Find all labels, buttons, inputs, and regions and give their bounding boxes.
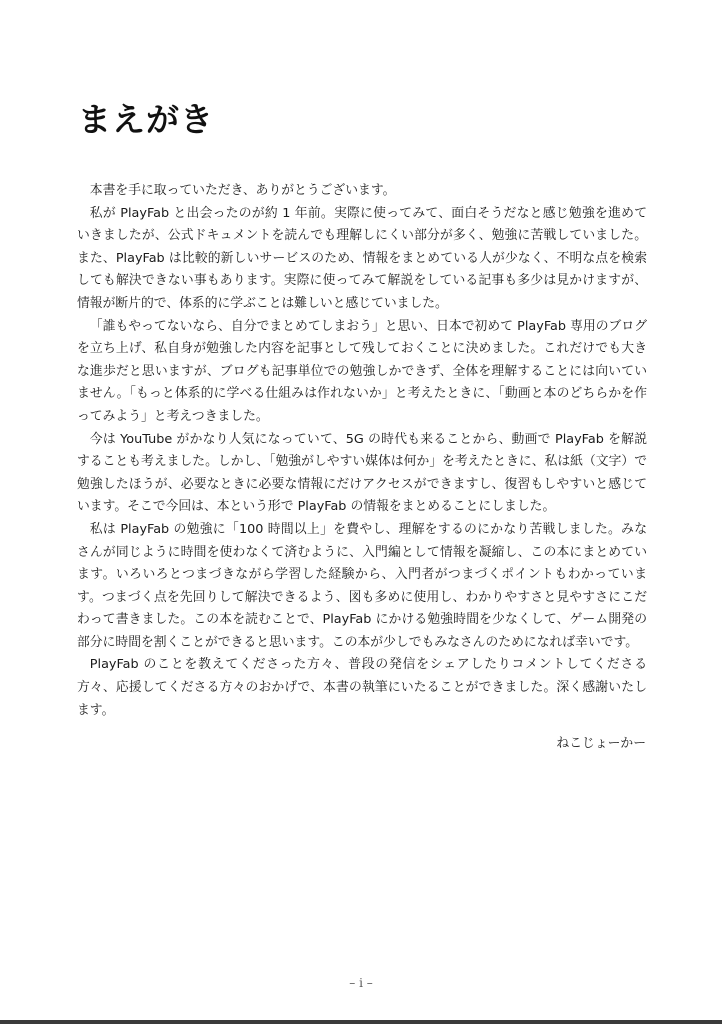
page-title: まえがき <box>78 100 214 139</box>
paragraph: 私は PlayFab の勉強に「100 時間以上」を費やし、理解をするのにかなり苦戦しました。みなさんが同じように時間を使わなくて済むように、入門編として情報を凝縮し、この本にまとめています。いろいろとつまづきながら学習した経験から、入門者がつまづくポイントもわかっています。つまづく点を先回りして解決できるよう、図も多めに使用し、わかりやすさと見やすさにこだわって書きました。この本を読むことで、PlayFab にかける勉強時間を少なくして、ゲーム開発の部分に時間を割くことができると思います。この本が少しでもみなさんのためになれば幸いです。 <box>77 521 647 650</box>
paragraph: 今は YouTube がかなり人気になっていて、5G の時代も来ることから、動画で PlayFab を解説することも考えました。しかし、「勉強がしやすい媒体は何か」を考えたときに、私は紙（文字）で勉強したほうが、必要なときに必要な情報にだけアクセスができますし、復習もしやすいと感じています。そこで今回は、本という形で PlayFab の情報をまとめることにしました。 <box>77 431 647 515</box>
paragraph: 「誰もやってないなら、自分でまとめてしまおう」と思い、日本で初めて PlayFab 専用のブログを立ち上げ、私自身が勉強した内容を記事として残しておくことに決めました。これだけでも大きな進歩だと思いますが、ブログも記事単位での勉強しかできず、全体を理解することには向いていません。「もっと体系的に学べる仕組みは作れないか」と考えたときに、「動画と本のどちらかを作ってみよう」と考えつきました。 <box>77 318 647 424</box>
preface-body <box>77 180 647 722</box>
paragraph: 本書を手に取っていただき、ありがとうございます。 <box>89 183 396 198</box>
paragraph: 私が PlayFab と出会ったのが約 1 年前。実際に使ってみて、面白そうだなと感じ勉強を進めていきましたが、公式ドキュメントを読んでも理解しにくい部分が多く、勉強に苦戦していました。また、PlayFab は比較的新しいサービスのため、情報をまとめている人が少なく、不明な点を検索しても解決できない事もあります。実際に使ってみて解説をしている記事も多少は見かけますが、情報が断片的で、体系的に学ぶことは難しいと感じていました。 <box>77 205 647 311</box>
paragraph: PlayFab のことを教えてくださった方々、普段の発信をシェアしたりコメントしてくださる方々、応援してくださる方々のおかげで、本書の執筆にいたることができました。深く感謝いたします。 <box>77 657 647 718</box>
page-number: – i – <box>349 976 373 990</box>
author-signature: ねこじょーかー <box>556 736 646 751</box>
viewer-bottom-bar <box>0 1020 722 1024</box>
